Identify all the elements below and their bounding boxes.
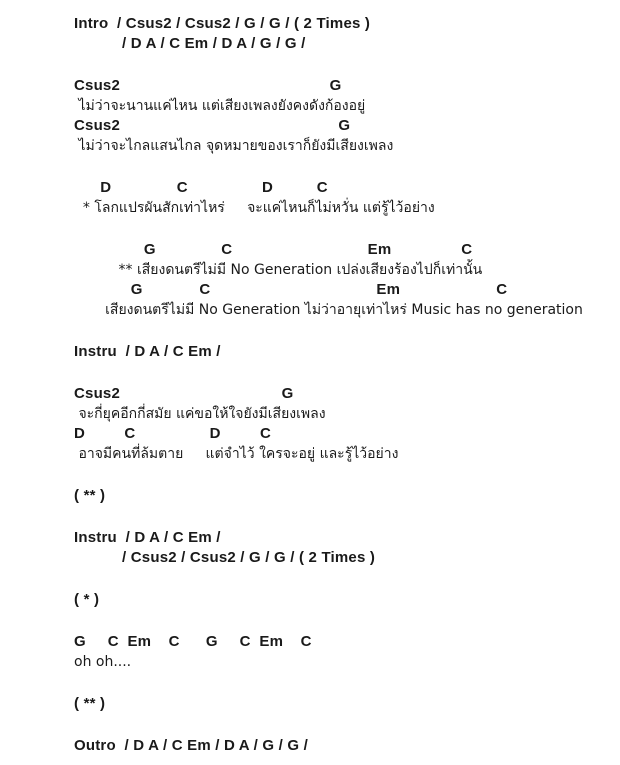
repeat-marker: ( * ) bbox=[74, 591, 100, 608]
section-verse-2 bbox=[74, 384, 614, 464]
section-pre-chorus bbox=[74, 178, 614, 218]
intro-chord-line-1: Intro / Csus2 / Csus2 / G / G / ( 2 Times ) bbox=[74, 15, 371, 32]
lyric-line: จะกี่ยุคอีกกี่สมัย แค่ขอให้ใจยังมีเสียงเพลง bbox=[74, 406, 326, 422]
intro-chord-line-2: / D A / C Em / D A / G / G / bbox=[74, 35, 306, 52]
chord-line: G C Em C bbox=[74, 281, 508, 298]
section-instru-2 bbox=[74, 528, 614, 568]
chord-line: Csus2 G bbox=[74, 385, 294, 402]
repeat-marker: ( ** ) bbox=[74, 695, 106, 712]
chord-line: Csus2 G bbox=[74, 77, 342, 94]
section-instru-1 bbox=[74, 342, 614, 362]
chord-line: Csus2 G bbox=[74, 117, 351, 134]
section-repeat-chorus-2 bbox=[74, 694, 614, 714]
lyric-line: ** เสียงดนตรีไม่มี No Generation เปล่งเสียงร้องไปก็เท่านั้น bbox=[74, 262, 483, 278]
section-verse-1 bbox=[74, 76, 614, 156]
lyric-line: * โลกแปรผันสักเท่าไหร่ จะแค่ไหนก็ไม่หวั่น แต่รู้ไว้อย่าง bbox=[74, 200, 435, 216]
instru-chord-line: Instru / D A / C Em / bbox=[74, 343, 221, 360]
instru-chord-line-2: / Csus2 / Csus2 / G / G / ( 2 Times ) bbox=[74, 549, 376, 566]
lyric-line: ไม่ว่าจะไกลแสนไกล จุดหมายของเราก็ยังมีเสียงเพลง bbox=[74, 138, 394, 154]
chord-line: D C D C bbox=[74, 425, 271, 442]
section-bridge bbox=[74, 632, 614, 672]
section-chorus bbox=[74, 240, 614, 320]
lyric-line: อาจมีคนที่ล้มตาย แต่จำไว้ ใครจะอยู่ และรู้ไว้อย่าง bbox=[74, 446, 399, 462]
lyric-line: ไม่ว่าจะนานแค่ไหน แต่เสียงเพลงยังคงดังก้องอยู่ bbox=[74, 98, 366, 114]
section-intro bbox=[74, 14, 614, 54]
instru-chord-line-1: Instru / D A / C Em / bbox=[74, 529, 221, 546]
lyric-line: oh oh.... bbox=[74, 654, 132, 670]
chord-line: G C Em C bbox=[74, 241, 473, 258]
chord-line: G C Em C G C Em C bbox=[74, 633, 312, 650]
section-repeat-pre-chorus bbox=[74, 590, 614, 610]
section-outro bbox=[74, 736, 614, 756]
repeat-marker: ( ** ) bbox=[74, 487, 106, 504]
outro-chord-line: Outro / D A / C Em / D A / G / G / bbox=[74, 737, 308, 754]
lyric-line: เสียงดนตรีไม่มี No Generation ไม่ว่าอายุเท่าไหร่ Music has no generation bbox=[74, 302, 583, 318]
chord-line: D C D C bbox=[74, 179, 328, 196]
section-repeat-chorus-1 bbox=[74, 486, 614, 506]
